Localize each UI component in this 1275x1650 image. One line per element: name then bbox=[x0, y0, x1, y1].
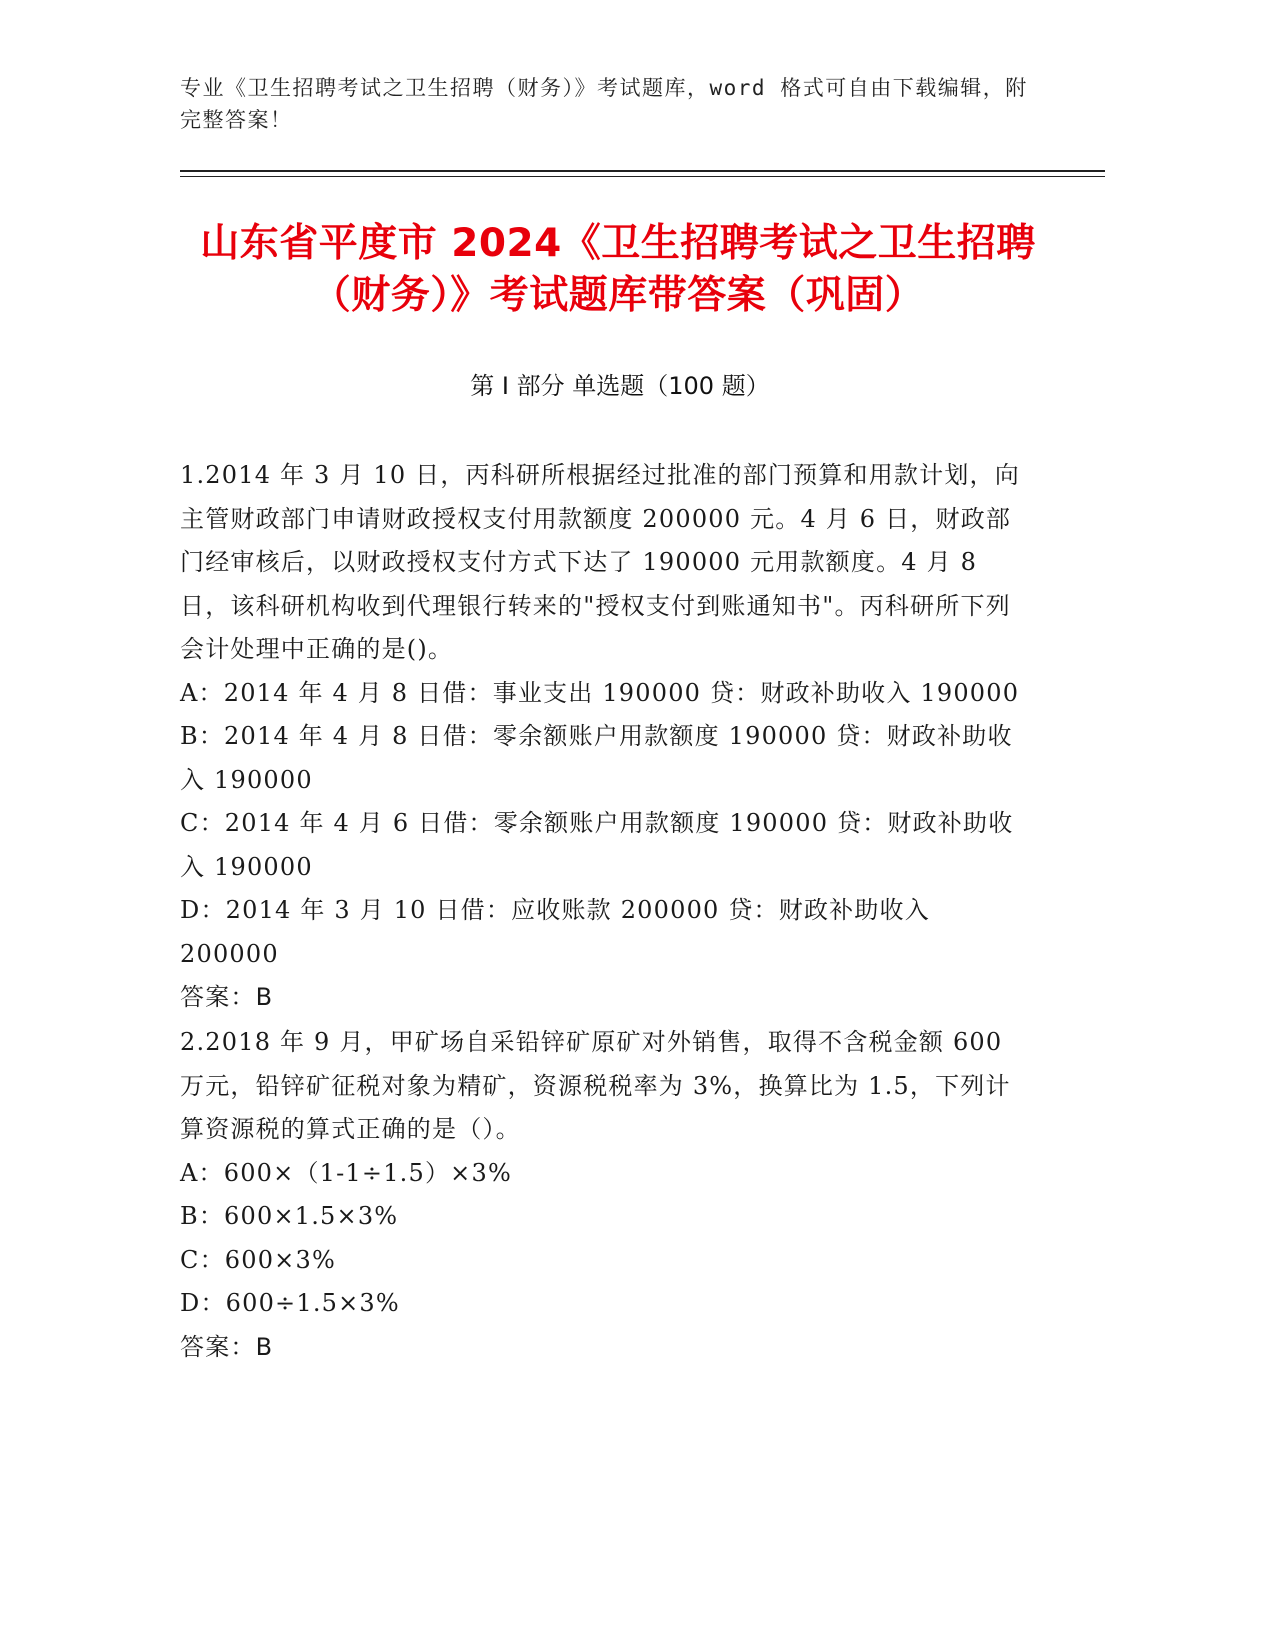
question-stem: 2.2018 年 9 月，甲矿场自采铅锌矿原矿对外销售，取得不含税金额 600 万元，铅锌矿征税对象为精矿，资源税税率为 3%，换算比为 1.5，下列计算资源税的算式正确的是（）。 bbox=[180, 1028, 1011, 1143]
header-divider bbox=[180, 170, 1105, 172]
option-d: D：600÷1.5×3% bbox=[180, 1289, 400, 1317]
document-title: 山东省平度市 2024《卫生招聘考试之卫生招聘（财务）》考试题库带答案（巩固） bbox=[200, 221, 1036, 318]
question-stem: 1.2014 年 3 月 10 日，丙科研所根据经过批准的部门预算和用款计划，向主管财政部门申请财政授权支付用款额度 200000 元。4 月 6 日，财政部门经审核后，以财政授权支付方式下达了 190000 元用款额度。4 月 8 日，该科研机构收到代理银行转来的"授权支付到账通知书"。丙科研所下列会计处理中正确的是()。 bbox=[180, 461, 1020, 663]
option-a: A：600×（1-1÷1.5）×3% bbox=[180, 1158, 512, 1187]
answer-line: 答案：B bbox=[180, 983, 274, 1011]
question-block bbox=[180, 1021, 1030, 1369]
header-divider-thin bbox=[180, 176, 1105, 177]
option-b: B：2014 年 4 月 8 日借：零余额账户用款额度 190000 贷：财政补助收入 190000 bbox=[180, 722, 1013, 794]
option-c: C：2014 年 4 月 6 日借：零余额账户用款额度 190000 贷：财政补助收入 190000 bbox=[180, 809, 1014, 881]
option-b: B：600×1.5×3% bbox=[180, 1202, 399, 1230]
answer-line: 答案：B bbox=[180, 1332, 274, 1361]
option-a: A：2014 年 4 月 8 日借：事业支出 190000 贷：财政补助收入 190000 bbox=[180, 678, 1020, 707]
question-block bbox=[180, 454, 1030, 1020]
option-c: C：600×3% bbox=[180, 1245, 336, 1274]
option-d: D：2014 年 3 月 10 日借：应收账款 200000 贷：财政补助收入 200000 bbox=[180, 896, 930, 968]
header-note: 专业《卫生招聘考试之卫生招聘（财务）》考试题库，word 格式可自由下载编辑，附完整答案！ bbox=[180, 76, 1028, 132]
section-heading: 第 I 部分 单选题（100 题） bbox=[470, 372, 770, 400]
